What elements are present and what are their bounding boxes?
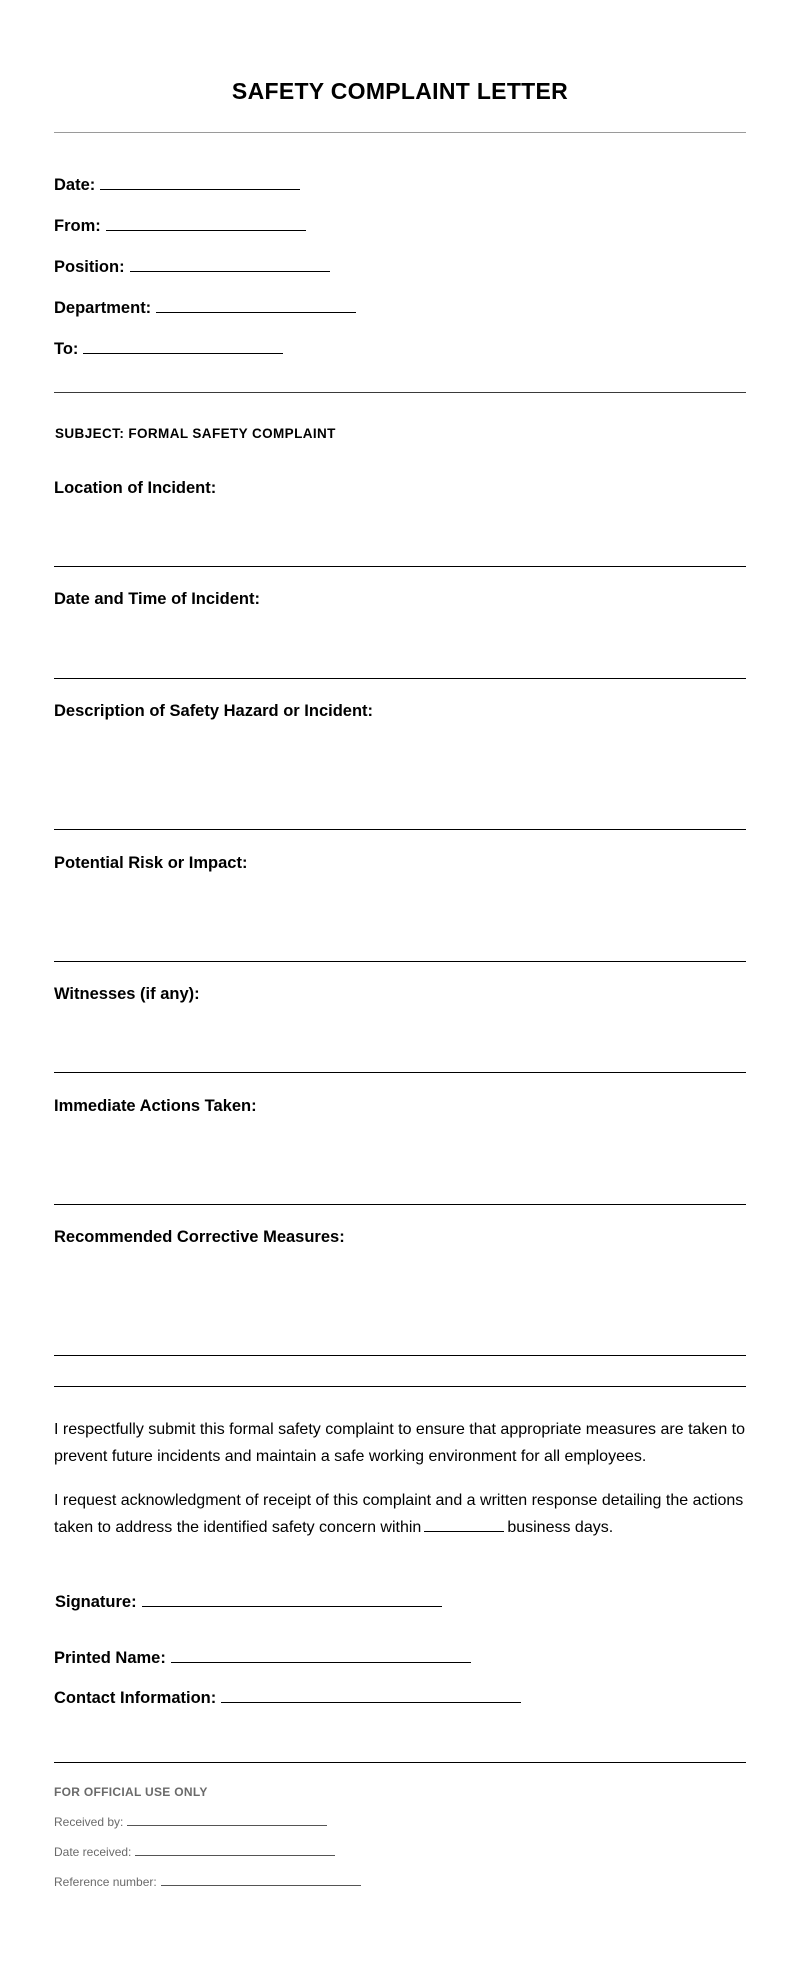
section-witnesses-line[interactable] (54, 1072, 746, 1073)
official-divider (54, 1762, 746, 1763)
section-risk-line[interactable] (54, 961, 746, 962)
section-risk-label: Potential Risk or Impact: (54, 854, 248, 872)
section-description-label: Description of Safety Hazard or Incident: (54, 702, 374, 720)
section-corrective-line[interactable] (54, 1355, 746, 1356)
closing-paragraph-2-end: business days. (507, 1519, 614, 1536)
date-blank-line[interactable] (100, 188, 300, 190)
printed-name-field (54, 1649, 471, 1668)
signature-label: Signature: (55, 1593, 137, 1611)
section-witnesses-label: Witnesses (if any): (54, 985, 200, 1003)
official-use-title: FOR OFFICIAL USE ONLY (54, 1785, 208, 1799)
business-days-blank[interactable] (424, 1530, 504, 1532)
subject-line: SUBJECT: FORMAL SAFETY COMPLAINT (55, 426, 336, 441)
received-by-blank-line[interactable] (127, 1824, 327, 1826)
from-blank-line[interactable] (106, 229, 306, 231)
signature-field (55, 1593, 442, 1612)
position-label: Position: (54, 258, 125, 276)
reference-number-blank-line[interactable] (161, 1884, 361, 1886)
from-field (54, 217, 306, 236)
contact-info-label: Contact Information: (54, 1689, 217, 1707)
to-field (54, 340, 283, 359)
closing-paragraph-1: I respectfully submit this formal safety complaint to ensure that appropriate measures are taken to prevent future incidents and maintain a safe working environment for all employees. (54, 1421, 745, 1465)
received-by-field (54, 1815, 327, 1829)
department-label: Department: (54, 299, 152, 317)
to-label: To: (54, 340, 79, 358)
contact-info-blank-line[interactable] (221, 1701, 521, 1703)
contact-info-field (54, 1689, 521, 1708)
reference-number-label: Reference number: (54, 1875, 157, 1889)
date-received-field (54, 1845, 335, 1859)
date-field (54, 176, 300, 195)
from-label: From: (54, 217, 101, 235)
section-datetime-label: Date and Time of Incident: (54, 590, 260, 608)
closing-paragraph-2 (54, 1487, 746, 1541)
section-description-line[interactable] (54, 829, 746, 830)
section-location-label: Location of Incident: (54, 479, 217, 497)
signature-blank-line[interactable] (142, 1605, 442, 1607)
section-actions-label: Immediate Actions Taken: (54, 1097, 257, 1115)
section-actions-line[interactable] (54, 1204, 746, 1205)
header-divider (54, 392, 746, 393)
section-location-line[interactable] (54, 566, 746, 567)
reference-number-field (54, 1875, 361, 1889)
position-field (54, 258, 330, 277)
date-label: Date: (54, 176, 96, 194)
department-blank-line[interactable] (156, 311, 356, 313)
printed-name-blank-line[interactable] (171, 1661, 471, 1663)
closing-paragraph-2-text: I request acknowledgment of receipt of this complaint and a written response detailing the actions taken to address the identified safety concern within (54, 1492, 744, 1536)
date-received-blank-line[interactable] (135, 1854, 335, 1856)
printed-name-label: Printed Name: (54, 1649, 166, 1667)
date-received-label: Date received: (54, 1845, 132, 1859)
section-datetime-line[interactable] (54, 678, 746, 679)
page-title: SAFETY COMPLAINT LETTER (231, 78, 569, 104)
title-divider (54, 132, 746, 133)
received-by-label: Received by: (54, 1815, 124, 1829)
position-blank-line[interactable] (130, 270, 330, 272)
section-corrective-label: Recommended Corrective Measures: (54, 1228, 345, 1246)
to-blank-line[interactable] (83, 352, 283, 354)
body-divider (54, 1386, 746, 1387)
department-field (54, 299, 356, 318)
